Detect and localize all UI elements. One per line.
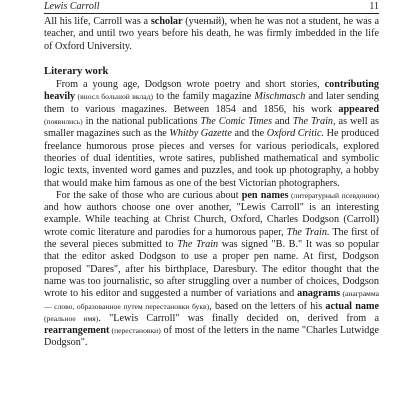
paragraph-literary-work: [44, 79, 379, 190]
body-text: [44, 16, 379, 350]
text-run: and the: [231, 128, 267, 140]
keyword-rearrangement: rearrangement: [44, 325, 110, 337]
text-run: He produced freelance humorous prose pieces and verses for various periodicals, explored theories of dual identities, wrote satires, published mathematical and symbolic logic texts, invented word games and puzzles, and took up photography, a hobby that would make him famous as one of the best Victorian photographers.: [44, 128, 379, 189]
paragraph-intro: [44, 16, 379, 53]
text-run: . "Lewis Carroll" was finally decided on, derived from a: [98, 312, 379, 324]
text-run: (ученый), when he was not a student, he was a teacher, and until two years before his death, he was firmly imbedded in the life of Oxford University.: [44, 16, 379, 52]
translation-gloss: (реальное имя): [44, 313, 99, 323]
section-heading: Literary work: [44, 65, 109, 77]
translation-gloss: (появились): [44, 117, 83, 127]
text-run: as well as smaller magazines such as the: [44, 116, 379, 140]
translation-gloss: (перестановки): [109, 326, 161, 336]
keyword-scholar: scholar: [150, 16, 183, 27]
title-the-train: The Train,: [292, 116, 336, 128]
translation-gloss: (анаграмма — слово, образованное путем перестановки букв): [44, 289, 379, 311]
title-whitby-gazette: Whitby Gazette: [169, 128, 232, 140]
page-number: 11: [369, 1, 379, 12]
text-run: The first of the several pieces submitted to: [44, 226, 379, 251]
title-the-train: The Train.: [286, 226, 330, 238]
paragraph-pen-names: [44, 190, 379, 350]
text-run: and: [272, 116, 293, 128]
translation-gloss: (вносл большой вклад): [75, 92, 154, 102]
text-run: From a young age, Dodgson wrote poetry and short stories,: [56, 79, 325, 91]
text-run: to the family magazine: [153, 91, 255, 103]
text-run: in the national publications: [82, 116, 201, 128]
text-run: was signed "B. B." It was so popular that the editor asked Dodgson to use a proper pen name. At first, Dodgson proposed "Dares", after his birthplace, Daresbury. The editor thought that the name was too journalistic, so after struggling over a number of choices, Dodgson wrote to his editor and suggested a number of variations and: [44, 239, 379, 300]
title-the-train: The Train: [177, 239, 219, 251]
keyword-actual-name: actual name: [325, 300, 379, 312]
text-run: and how authors choose one over another, "Lewis Carroll" is an interesting example. While teaching at Christ Church, Oxford, Charles Dodgson (Carroll) wrote comic literature and parodies for a humorous paper,: [44, 202, 379, 238]
running-head-author: Lewis Carroll: [44, 1, 100, 12]
keyword-pen-names: pen names: [241, 189, 289, 201]
title-oxford-critic: Oxford Critic.: [266, 128, 325, 140]
keyword-anagrams: anagrams: [297, 288, 341, 300]
text-run: and later sending them to various magazines. Between 1854 and 1856, his work: [44, 91, 379, 115]
translation-gloss: (литературный псевдоним): [288, 190, 380, 200]
text-run: , based on the letters of his: [209, 300, 326, 312]
running-head: [44, 0, 379, 14]
title-comic-times: The Comic Times: [200, 116, 273, 128]
text-run: For the sake of those who are curious about: [56, 189, 242, 201]
text-run: All his life, Carroll was a: [44, 16, 151, 27]
title-mischmasch: Mischmasch: [254, 91, 306, 103]
keyword-contributing-heavily: contributing heavily: [44, 79, 379, 103]
text-run: of most of the letters in the name "Charles Lutwidge Dodgson".: [44, 325, 379, 349]
keyword-appeared: appeared: [338, 103, 379, 115]
